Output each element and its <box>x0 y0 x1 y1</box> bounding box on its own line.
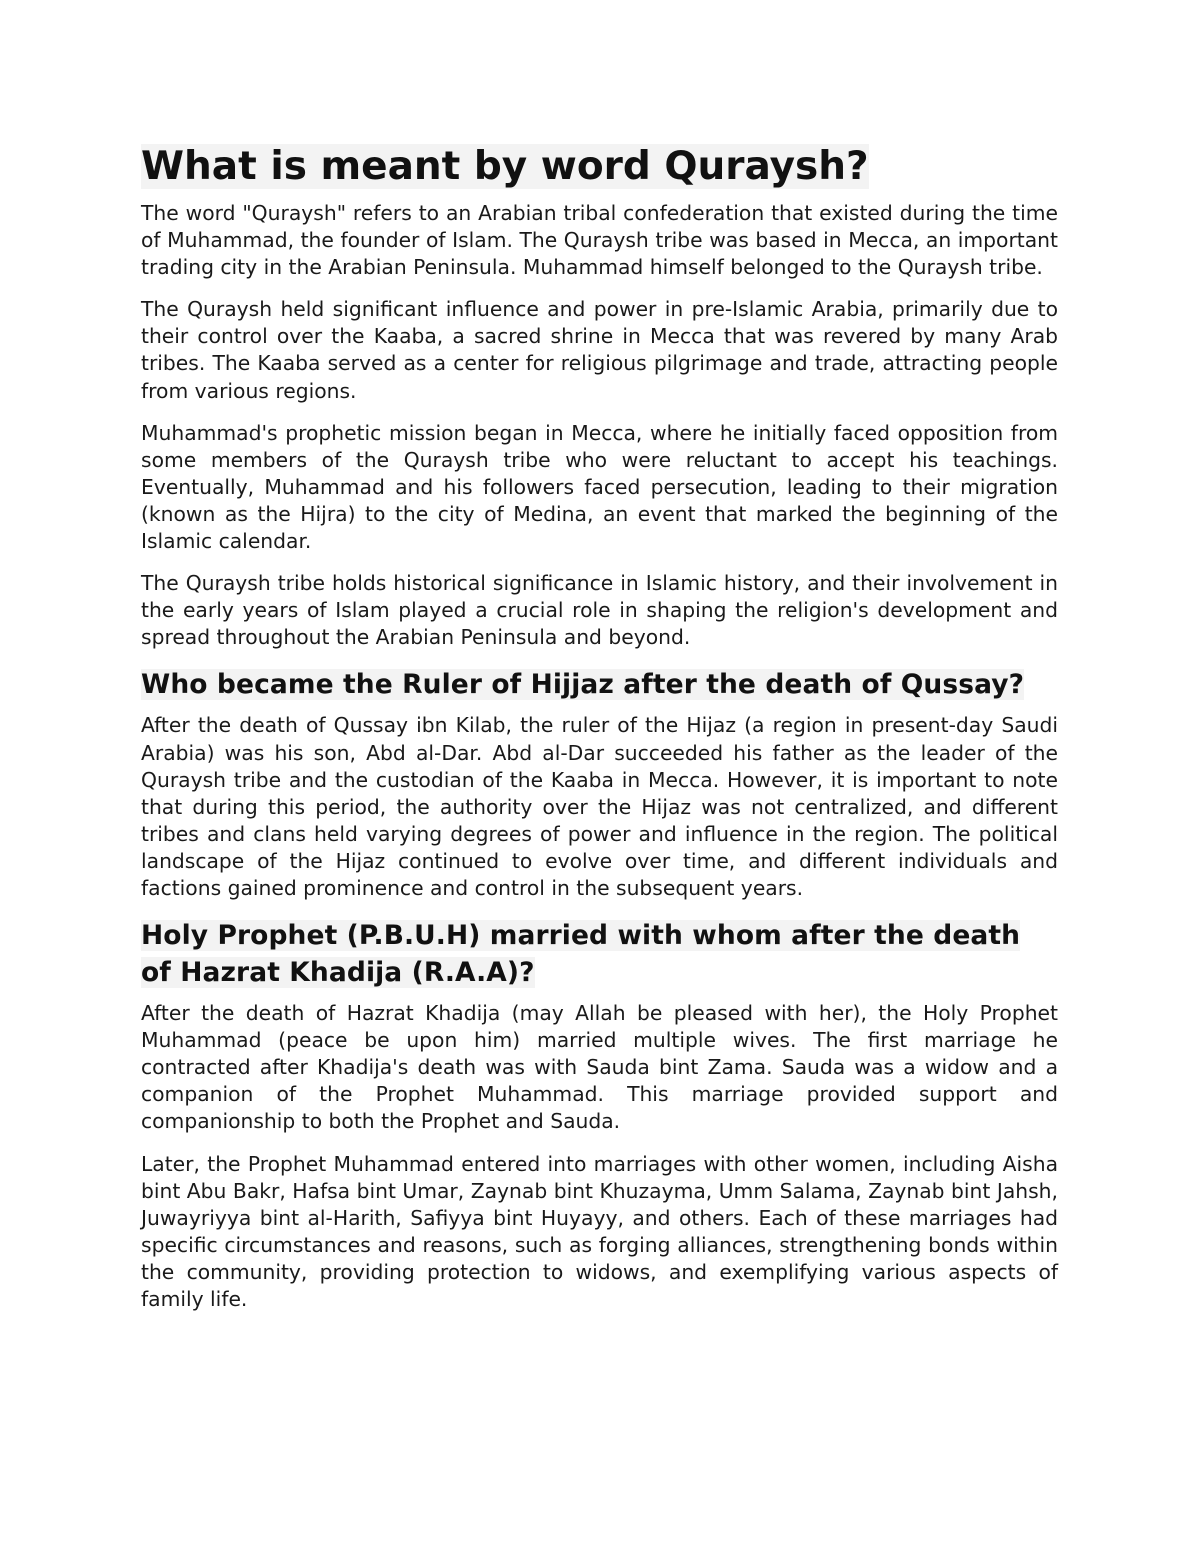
main-title-text: What is meant by word Quraysh? <box>141 144 869 189</box>
document-body <box>141 142 1058 1328</box>
paragraph: Later, the Prophet Muhammad entered into marriages with other women, including Aisha bint Abu Bakr, Hafsa bint Umar, Zaynab bint Khuzayma, Umm Salama, Zaynab bint Jahsh, Juwayriyya bint al-Harith, Safiyya bint Huyayy, and others. Each of these marriages had specific circumstances and reasons, such as forging alliances, strengthening bonds within the community, providing protection to widows, and exemplifying various aspects of family life. <box>141 1151 1058 1311</box>
paragraph: The word "Quraysh" refers to an Arabian tribal confederation that existed during the time of Muhammad, the founder of Islam. The Quraysh tribe was based in Mecca, an important trading city in the Arabian Peninsula. Muhammad himself belonged to the Quraysh tribe. <box>141 201 1058 280</box>
paragraph: After the death of Qussay ibn Kilab, the ruler of the Hijaz (a region in present-day Saudi Arabia) was his son, Abd al-Dar. Abd al-Dar succeeded his father as the leader of the Quraysh tribe and the custodian of the Kaaba in Mecca. However, it is important to note that during this period, the authority over the Hijaz was not centralized, and different tribes and clans held varying degrees of power and influence in the region. The political landscape of the Hijaz continued to evolve over time, and different individuals and factions gained prominence and control in the subsequent years. <box>141 713 1058 900</box>
section-heading <box>141 917 1058 991</box>
section-heading-text: Holy Prophet (P.B.U.H) married with whom after the death of Hazrat Khadija (R.A.A)? <box>141 920 1021 989</box>
paragraph: The Quraysh held significant influence and power in pre-Islamic Arabia, primarily due to their control over the Kaaba, a sacred shrine in Mecca that was revered by many Arab tribes. The Kaaba served as a center for religious pilgrimage and trade, attracting people from various regions. <box>141 297 1058 403</box>
paragraph: After the death of Hazrat Khadija (may Allah be pleased with her), the Holy Prophet Muhammad (peace be upon him) married multiple wives. The first marriage he contracted after Khadija's death was with Sauda bint Zama. Sauda was a widow and a companion of the Prophet Muhammad. This marriage provided support and companionship to both the Prophet and Sauda. <box>141 1001 1058 1134</box>
section-heading-text: Who became the Ruler of Hijjaz after the death of Qussay? <box>141 669 1025 701</box>
main-title <box>141 142 1058 192</box>
paragraph: Muhammad's prophetic mission began in Mecca, where he initially faced opposition from some members of the Quraysh tribe who were reluctant to accept his teachings. Eventually, Muhammad and his followers faced persecution, leading to their migration (known as the Hijra) to the city of Medina, an event that marked the beginning of the Islamic calendar. <box>141 420 1058 554</box>
paragraph: The Quraysh tribe holds historical significance in Islamic history, and their involvement in the early years of Islam played a crucial role in shaping the religion's development and spread throughout the Arabian Peninsula and beyond. <box>141 571 1058 650</box>
section-heading <box>141 666 1058 703</box>
